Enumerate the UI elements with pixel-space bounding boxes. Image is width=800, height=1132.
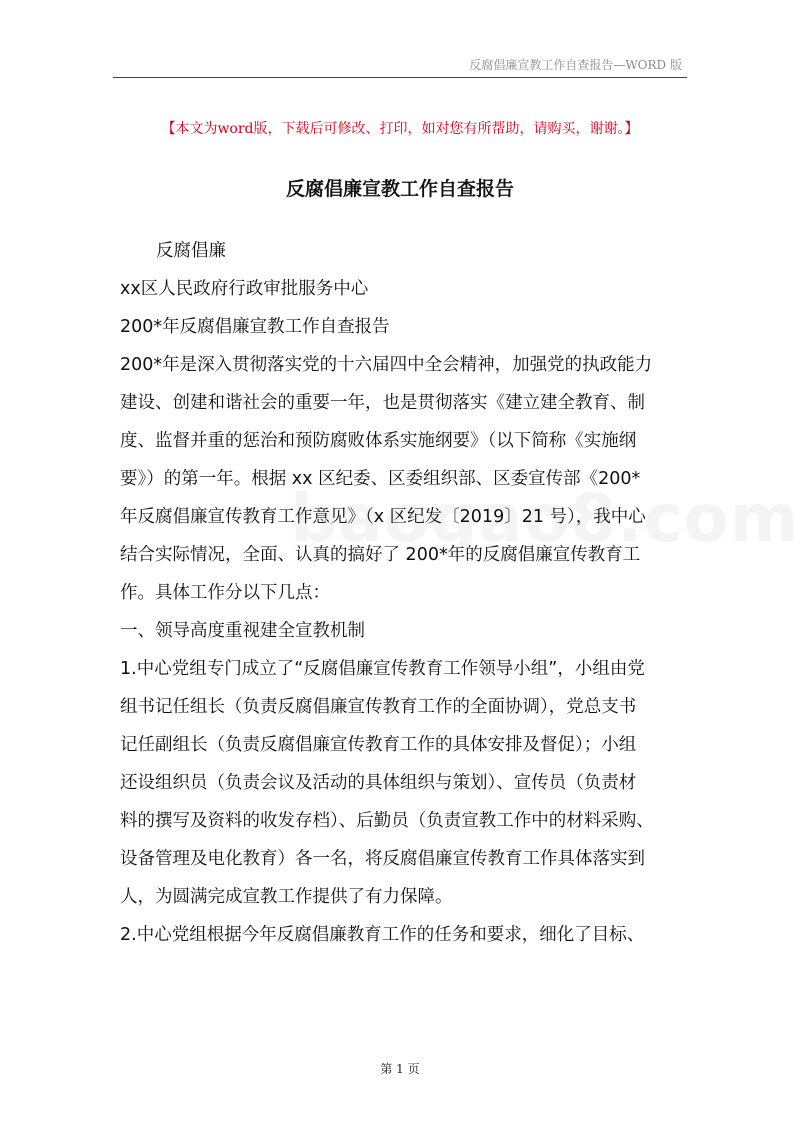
body-line: 记任副组长（负责反腐倡廉宣传教育工作的具体安排及督促）；小组 — [120, 735, 637, 755]
document-body — [120, 232, 682, 954]
body-line: 200*年反腐倡廉宣教工作自查报告 — [120, 317, 390, 337]
body-line: 料的撰写及资料的收发存档）、后勤员（负责宣教工作中的材料采购、 — [120, 811, 654, 831]
body-line: 要》）的第一年。根据 xx 区纪委、区委组织部、区委宣传部《200* — [120, 469, 641, 489]
body-line: 建设、创建和谐社会的重要一年，也是贯彻落实《建立建全教育、制 — [120, 393, 645, 413]
body-line: 人，为圆满完成宣教工作提供了有力保障。 — [120, 887, 453, 907]
body-line: xx区人民政府行政审批服务中心 — [120, 279, 369, 299]
body-line: 组书记任组长（负责反腐倡廉宣传教育工作的全面协调），党总支书 — [120, 697, 637, 717]
body-line: 年反腐倡廉宣传教育工作意见》（x 区纪发〔2019〕21 号），我中心 — [120, 507, 646, 527]
section-heading: 一、领导高度重视建全宣教机制 — [120, 621, 365, 641]
body-line: 结合实际情况，全面、认真的搞好了 200*年的反腐倡廉宣传教育工 — [120, 545, 641, 565]
body-line: 还设组织员（负责会议及活动的具体组织与策划）、宣传员（负责材 — [120, 773, 637, 793]
body-line: 作。具体工作分以下几点： — [120, 583, 330, 603]
body-line: 设备管理及电化教育）各一名，将反腐倡廉宣传教育工作具体落实到 — [120, 849, 645, 869]
body-line: 2.中心党组根据今年反腐倡廉教育工作的任务和要求，细化了目标、 — [120, 925, 645, 945]
page-number: 第 1 页 — [380, 1062, 420, 1076]
body-line: 200*年是深入贯彻落实党的十六届四中全会精神，加强党的执政能力 — [120, 355, 653, 375]
header-rule — [113, 77, 687, 78]
body-line: 度、监督并重的惩治和预防腐败体系实施纲要》（以下简称《实施纲 — [120, 431, 637, 451]
document-title: 反腐倡廉宣教工作自查报告 — [285, 178, 514, 200]
download-notice: 【本文为word版，下载后可修改、打印，如对您有所帮助，请购买，谢谢。】 — [161, 121, 639, 137]
page-header-text: 反腐倡廉宣教工作自查报告—WORD 版 — [469, 58, 682, 72]
body-line: 1.中心党组专门成立了“反腐倡廉宣传教育工作领导小组”，小组由党 — [120, 659, 645, 679]
body-line: 反腐倡廉 — [156, 241, 226, 261]
